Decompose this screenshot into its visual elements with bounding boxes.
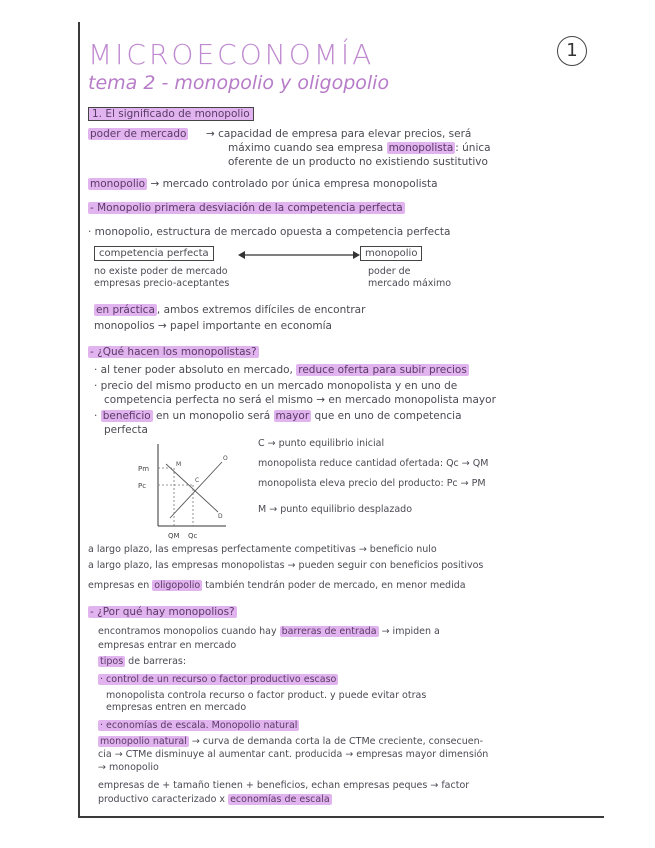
barrier-1-heading: · control de un recurso o factor productivo escaso [100, 674, 337, 685]
desviacion-heading: - Monopolio primera desviación de la competencia perfecta [90, 202, 403, 214]
poder-def-line-2: máximo cuando sea empresa monopolista : única [228, 142, 491, 154]
last-line-1: empresas de + tamaño tienen + beneficios, echan empresas peques → factor [98, 780, 470, 791]
practica-line-1: en práctica , ambos extremos difíciles de encontrar [96, 304, 366, 316]
barrier-2-heading: · economías de escala. Monopolio natural [100, 720, 298, 731]
largo-line-1: a largo plazo, las empresas perfectamente competitivas → beneficio nulo [88, 544, 437, 555]
left-note-2: empresas precio-aceptantes [94, 278, 230, 289]
double-arrow-icon [238, 248, 360, 262]
chart-note-2: monopolista reduce cantidad ofertada: Qc → QM [258, 458, 489, 469]
supply-demand-sketch [130, 440, 230, 544]
supply-curve [170, 462, 222, 518]
largo-line-2: a largo plazo, las empresas monopolistas → pueden seguir con beneficios positivos [88, 560, 484, 571]
page-subtitle: tema 2 - monopolio y oligopolio [88, 72, 390, 94]
label-d: D [218, 513, 223, 520]
practica-line-2: monopolios → papel importante en economía [94, 320, 332, 332]
label-c: C [195, 477, 200, 484]
label-m: M [176, 461, 182, 468]
natural-monopoly-line-2: cia → CTMe disminuye al aumentar cant. producida → empresas mayor dimensión [98, 749, 489, 760]
question-heading-1: - ¿Qué hacen los monopolistas? [90, 346, 257, 358]
natural-monopoly-line-3: → monopolio [98, 762, 159, 773]
barrier-1-text-1: monopolista controla recurso o factor product. y puede evitar otras [106, 690, 427, 701]
label-pm: Pm [138, 465, 150, 473]
bullet-2-line-2: competencia perfecta no será el mismo → en mercado monopolista mayor [104, 394, 496, 406]
porque-line-1: encontramos monopolios cuando hay barreras de entrada → impiden a [98, 626, 440, 637]
bullet-3-cont: perfecta [104, 424, 148, 436]
label-qc: Qc [188, 532, 198, 540]
barrier-1-text-2: empresas entren en mercado [106, 702, 247, 713]
chart-note-4: M → punto equilibrio desplazado [258, 504, 413, 515]
porque-line-2: empresas entrar en mercado [98, 640, 237, 651]
bullet-2-line-1: · precio del mismo producto en un mercado monopolista y en uno de [94, 380, 458, 392]
chart-note-1: C → punto equilibrio inicial [258, 438, 385, 449]
tipos-line: tipos de barreras: [100, 656, 187, 667]
monopolio-definition: monopolio → mercado controlado por única empresa monopolista [90, 178, 438, 190]
bullet-3: · beneficio en un monopolio será mayor que en uno de competencia [94, 410, 462, 422]
poder-def-line-1: → capacidad de empresa para elevar precios, será [206, 128, 472, 140]
section-heading-1: 1. El significado de monopolio [88, 108, 254, 120]
page-number: 1 [557, 36, 587, 66]
desviacion-text: · monopolio, estructura de mercado opuesta a competencia perfecta [88, 226, 451, 238]
page-title: MICROECONOMÍA [88, 38, 375, 71]
box-competencia-perfecta: competencia perfecta [94, 246, 214, 261]
box-monopolio: monopolio [360, 246, 422, 261]
poder-term: poder de mercado [90, 128, 187, 140]
right-note-1: poder de [368, 266, 411, 277]
question-heading-2: - ¿Por qué hay monopolios? [90, 606, 235, 618]
notebook-page [78, 22, 604, 818]
left-note-1: no existe poder de mercado [94, 266, 228, 277]
bullet-1: · al tener poder absoluto en mercado, reduce oferta para subir precios [94, 364, 467, 376]
label-pc: Pc [138, 482, 147, 490]
label-o: O [223, 455, 228, 462]
poder-def-line-3: oferente de un producto no existiendo sustitutivo [228, 156, 488, 168]
natural-monopoly-line-1: monopolio natural → curva de demanda corta la de CTMe creciente, consecuen- [100, 736, 484, 747]
label-qm: QM [168, 532, 180, 540]
last-line-2: productivo caracterizado x economías de escala [98, 794, 330, 805]
right-note-2: mercado máximo [368, 278, 452, 289]
largo-line-3: empresas en oligopolio también tendrán poder de mercado, en menor medida [88, 580, 466, 591]
chart-note-3: monopolista eleva precio del producto: Pc → PM [258, 478, 486, 489]
